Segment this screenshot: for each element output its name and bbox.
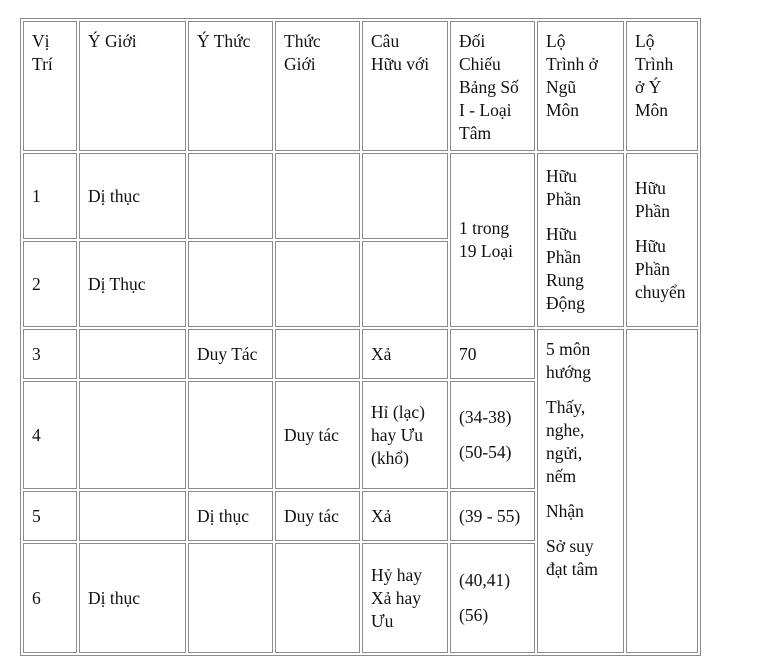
header-row <box>23 21 698 151</box>
ngu-mon-line: Hữu <box>546 166 577 186</box>
header-doi-chieu-line: Tâm <box>459 123 492 143</box>
cell-cau-huu <box>362 153 448 239</box>
cell-y-thuc <box>188 543 273 653</box>
ngu-mon-line: nghe, <box>546 420 585 440</box>
cau-huu-line: Ưu <box>371 610 394 631</box>
cau-huu-line: (khổ) <box>371 447 409 468</box>
cell-cau-huu <box>362 543 448 653</box>
paragraph-gap <box>546 488 615 500</box>
cell-thuc-gioi: Duy tác <box>275 381 360 489</box>
header-doi-chieu-line: Chiếu <box>459 54 501 74</box>
ngu-mon-line: ngửi, <box>546 443 583 463</box>
doi-chieu-line: (56) <box>459 605 489 625</box>
header-doi-chieu-line: Đối <box>459 31 486 51</box>
ngu-mon-line: đạt tâm <box>546 559 598 579</box>
header-ngu-mon-line: Ngũ <box>546 77 577 97</box>
ngu-mon-line: hướng <box>546 362 591 382</box>
cell-y-thuc <box>188 381 273 489</box>
doi-chieu-line: (40,41) <box>459 570 511 590</box>
cell-cau-huu <box>362 381 448 489</box>
cell-vi-tri: 1 <box>23 153 77 239</box>
ngu-mon-line: nếm <box>546 466 577 486</box>
cell-y-thuc <box>188 241 273 327</box>
ngu-mon-line: Hữu <box>546 224 577 244</box>
ngu-mon-line: Sở suy <box>546 536 594 556</box>
ngu-mon-line: Rung <box>546 270 584 290</box>
cell-y-mon-empty <box>626 329 698 653</box>
header-vi-tri <box>23 21 77 151</box>
paragraph-gap <box>459 429 526 441</box>
header-cau-huu-line: Câu <box>371 31 400 51</box>
ngu-mon-line: Phần <box>546 247 581 267</box>
header-doi-chieu <box>450 21 535 151</box>
header-thuc-gioi-line: Thức <box>284 31 321 51</box>
header-cau-huu-line: Hữu với <box>371 54 430 74</box>
header-thuc-gioi-line: Giới <box>284 54 316 74</box>
header-cau-huu <box>362 21 448 151</box>
cell-y-gioi: Dị thục <box>79 153 186 239</box>
cau-huu-line: Hỷ hay <box>371 564 423 585</box>
cell-y-gioi: Dị thục <box>79 543 186 653</box>
cell-thuc-gioi <box>275 329 360 379</box>
cell-y-gioi <box>79 491 186 541</box>
cell-y-thuc: Dị thục <box>188 491 273 541</box>
header-ngu-mon-line: Lộ <box>546 31 566 51</box>
cell-y-mon-merged <box>626 153 698 327</box>
header-y-thuc: Ý Thức <box>188 21 273 151</box>
paragraph-gap <box>459 592 526 604</box>
table-row <box>23 153 698 239</box>
header-y-mon-line: ở Ý <box>635 77 662 97</box>
y-mon-line: Hữu <box>635 177 666 198</box>
data-table <box>20 18 701 656</box>
cell-vi-tri: 3 <box>23 329 77 379</box>
ngu-mon-line: Phần <box>546 189 581 209</box>
y-mon-line: Phần <box>635 200 670 221</box>
cell-doi-chieu: 70 <box>450 329 535 379</box>
cell-doi-chieu <box>450 381 535 489</box>
cau-huu-line: Hỉ (lạc) <box>371 401 425 422</box>
cell-ngu-mon-merged <box>537 329 624 653</box>
cell-vi-tri: 5 <box>23 491 77 541</box>
header-vi-tri-line: Trí <box>32 54 53 74</box>
cell-vi-tri: 4 <box>23 381 77 489</box>
cell-doi-chieu-merged <box>450 153 535 327</box>
header-ngu-mon-line: Trình ở <box>546 54 598 74</box>
cell-y-thuc <box>188 153 273 239</box>
header-lo-trinh-y-mon <box>626 21 698 151</box>
cell-thuc-gioi: Duy tác <box>275 491 360 541</box>
header-doi-chieu-line: Bảng Số <box>459 77 519 97</box>
cell-y-gioi <box>79 381 186 489</box>
cell-vi-tri: 6 <box>23 543 77 653</box>
cell-thuc-gioi <box>275 543 360 653</box>
ngu-mon-line: 5 môn <box>546 339 591 359</box>
ngu-mon-line: Thấy, <box>546 397 586 417</box>
cell-vi-tri: 2 <box>23 241 77 327</box>
paragraph-gap <box>546 211 615 223</box>
cell-y-gioi <box>79 329 186 379</box>
header-thuc-gioi <box>275 21 360 151</box>
header-y-mon-line: Lộ <box>635 31 655 51</box>
table-row <box>23 329 698 379</box>
header-vi-tri-line: Vị <box>32 31 50 51</box>
header-ngu-mon-line: Môn <box>546 100 580 120</box>
cau-huu-line: Xả hay <box>371 587 422 608</box>
paragraph-gap <box>546 523 615 535</box>
cell-doi-chieu <box>450 543 535 653</box>
paragraph-gap <box>635 223 689 235</box>
y-mon-line: Hữu <box>635 235 666 256</box>
cell-y-gioi: Dị Thục <box>79 241 186 327</box>
header-lo-trinh-ngu-mon <box>537 21 624 151</box>
header-doi-chieu-line: I - Loại <box>459 100 512 120</box>
header-y-mon-line: Môn <box>635 100 669 120</box>
header-y-gioi: Ý Giới <box>79 21 186 151</box>
doi-chieu-line: (34-38) <box>459 407 512 427</box>
cell-thuc-gioi <box>275 153 360 239</box>
header-y-mon-line: Trình <box>635 54 674 74</box>
ngu-mon-line: Động <box>546 293 585 313</box>
cell-cau-huu <box>362 241 448 327</box>
y-mon-line: Phần <box>635 258 670 279</box>
cell-y-thuc: Duy Tác <box>188 329 273 379</box>
paragraph-gap <box>546 384 615 396</box>
ngu-mon-line: Nhận <box>546 501 584 521</box>
cell-cau-huu: Xả <box>362 329 448 379</box>
doi-chieu-line: 1 trong <box>459 218 510 238</box>
y-mon-line: chuyển <box>635 281 686 302</box>
cell-doi-chieu: (39 - 55) <box>450 491 535 541</box>
cell-cau-huu: Xả <box>362 491 448 541</box>
cau-huu-line: hay Ưu <box>371 424 423 445</box>
doi-chieu-line: (50-54) <box>459 442 512 462</box>
cell-thuc-gioi <box>275 241 360 327</box>
cell-ngu-mon-merged <box>537 153 624 327</box>
doi-chieu-line: 19 Loại <box>459 241 513 261</box>
